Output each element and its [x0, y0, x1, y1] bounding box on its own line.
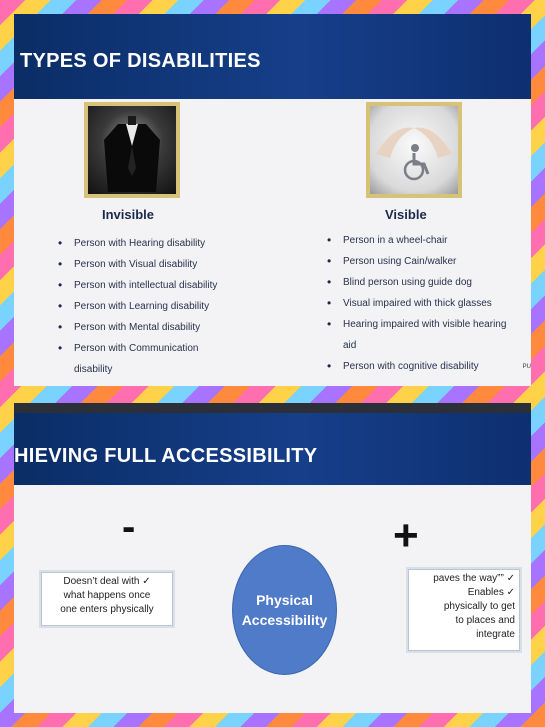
plus-sign: + — [393, 511, 419, 560]
circle-line: Accessibility — [241, 612, 328, 628]
slide-title-banner — [14, 14, 531, 99]
list-item: • Person with Learning disability — [58, 296, 258, 317]
list-item: • Person with Hearing disability — [58, 233, 258, 254]
invisible-heading: Invisible — [102, 207, 155, 222]
list-item: • Person with cognitive disability — [327, 356, 527, 377]
invisible-list — [58, 233, 258, 380]
list-item: • Person with Mental disability — [58, 317, 258, 338]
box-line: to places and — [455, 615, 515, 626]
slide-title: TYPES OF DISABILITIES — [20, 50, 261, 72]
plus-text-box — [408, 569, 520, 651]
box-line: integrate — [476, 629, 515, 640]
circle-line: Physical — [256, 592, 313, 608]
slide-title: HIEVING FULL ACCESSIBILITY — [14, 445, 318, 467]
suit-photo — [84, 102, 180, 198]
box-line: Enables ✓ — [467, 587, 515, 598]
list-item: • Person with Communication disability — [58, 338, 224, 380]
corner-text: PU — [522, 364, 531, 370]
slide-full-accessibility — [14, 403, 531, 713]
visible-heading: Visible — [385, 207, 427, 222]
box-line: Doesn’t deal with ✓ — [63, 576, 151, 587]
list-item: • Person with intellectual disability — [58, 275, 258, 296]
list-item: • Person with Visual disability — [58, 254, 258, 275]
slide-types-of-disabilities — [14, 14, 531, 386]
slide-title-banner — [14, 413, 531, 485]
box-line: one enters physically — [60, 604, 154, 615]
list-item: • Visual impaired with thick glasses — [327, 293, 527, 314]
box-line: paves the way”” ✓ — [433, 573, 515, 584]
wheelchair-icon — [370, 106, 458, 194]
physical-accessibility-circle — [232, 545, 337, 675]
suit-icon — [88, 106, 176, 194]
list-item: • Hearing impaired with visible hearing aid — [327, 314, 508, 356]
visible-list — [327, 230, 527, 377]
box-line: what happens once — [63, 590, 151, 601]
list-item: • Blind person using guide dog — [327, 272, 527, 293]
minus-sign: - — [122, 505, 136, 549]
box-line: physically to get — [443, 601, 515, 612]
slide-top-bar — [14, 403, 531, 413]
wheelchair-hands-photo — [366, 102, 462, 198]
minus-text-box — [41, 572, 173, 626]
list-item: • Person in a wheel-chair — [327, 230, 527, 251]
list-item: • Person using Cain/walker — [327, 251, 527, 272]
